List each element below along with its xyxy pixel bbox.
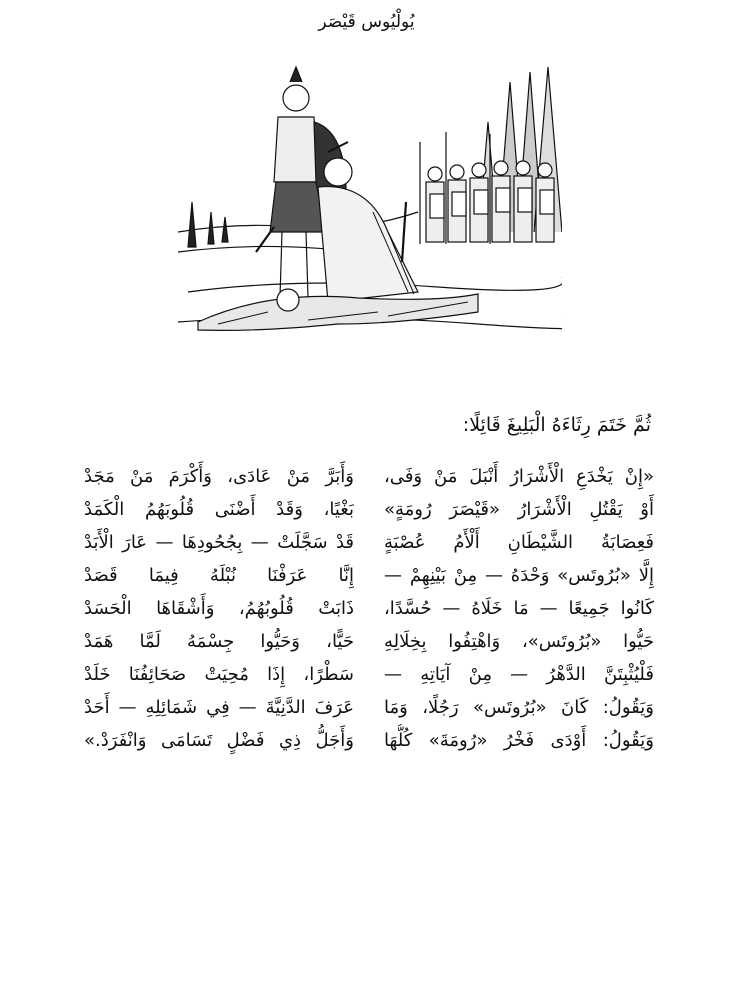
poem-hemistich: كَانُوا جَمِيعًا — مَا خَلَاهُ — حُسَّدًا، (384, 598, 654, 619)
poem-hemistich: سَطْرًا، إِذَا مُحِيَتْ صَحَائِفُنَا خَلَدْ (84, 664, 354, 685)
running-header: يُولْيُوس قَيْصَر (318, 12, 415, 32)
poem-hemistich: عَرَفَ الدَّنِيَّةَ — فِي شَمَائِلِهِ — أَحَدْ (84, 697, 354, 718)
poem-hemistich: ذَابَتْ قُلُوبُهُمُ، وَأَشْقَاهَا الْحَسَدْ (84, 598, 354, 619)
illustration-caesar-death-scene (178, 62, 562, 362)
poem-hemistich: إِنَّا عَرَفْنَا نُبْلَهُ فِيمَا قَصَدْ (84, 565, 354, 586)
poem-hemistich: «إِنْ يَخْدَعِ الْأَشْرَارُ أَنْبَلَ مَنْ وَفَى، (384, 466, 654, 487)
poem-left-column (84, 460, 354, 757)
poem-hemistich: وَيَقُولُ: أَوْدَى فَخْرُ «رُومَةَ» كُلُّهَا (384, 730, 654, 751)
poem-hemistich: قَدْ سَجَّلَتْ — بِجُحُودِهَا — عَارَ الْأَبَدْ (84, 532, 354, 553)
poem-hemistich: إِلَّا «بُرُوتَس» وَحْدَهُ — مِنْ بَيْنِهِمْ — (384, 565, 654, 586)
poem-right-column (384, 460, 654, 757)
poem-hemistich: حَيُّوا «بُرُوتَس»، وَاهْتِفُوا بِخِلَالِهِ (384, 631, 654, 652)
poem-hemistich: وَيَقُولُ: كَانَ «بُرُوتَس» رَجُلًا، وَمَا (384, 697, 654, 718)
poem-hemistich: فَعِصَابَةُ الشَّيْطَانِ أَلْأَمُ عُصْبَةٍ (384, 532, 654, 553)
poem-hemistich: أَوْ يَقْتُلِ الْأَشْرَارُ «قَيْصَرَ رُومَةٍ» (384, 499, 654, 520)
intro-line: ثُمَّ خَتَمَ رِثَاءَهُ الْبَلِيغَ قَائِلًا: (462, 414, 651, 436)
poem-hemistich: حَيًّا، وَحَيُّوا جِسْمَهُ لَمَّا هَمَدْ (84, 631, 354, 652)
poem-hemistich: وَأَبَرَّ مَنْ عَادَى، وَأَكْرَمَ مَنْ مَجَدْ (84, 466, 354, 487)
poem-hemistich: وَأَجَلُّ ذِي فَضْلٍ تَسَامَى وَانْفَرَدْ.» (84, 730, 354, 751)
poem-hemistich: فَلْيُثْبِتَنَّ الدَّهْرُ — مِنْ آيَاتِهِ — (384, 664, 654, 685)
poem-hemistich: بَغْيًا، وَقَدْ أَضْنَى قُلُوبَهُمُ الْكَمَدْ (84, 499, 354, 520)
poem (84, 460, 654, 760)
